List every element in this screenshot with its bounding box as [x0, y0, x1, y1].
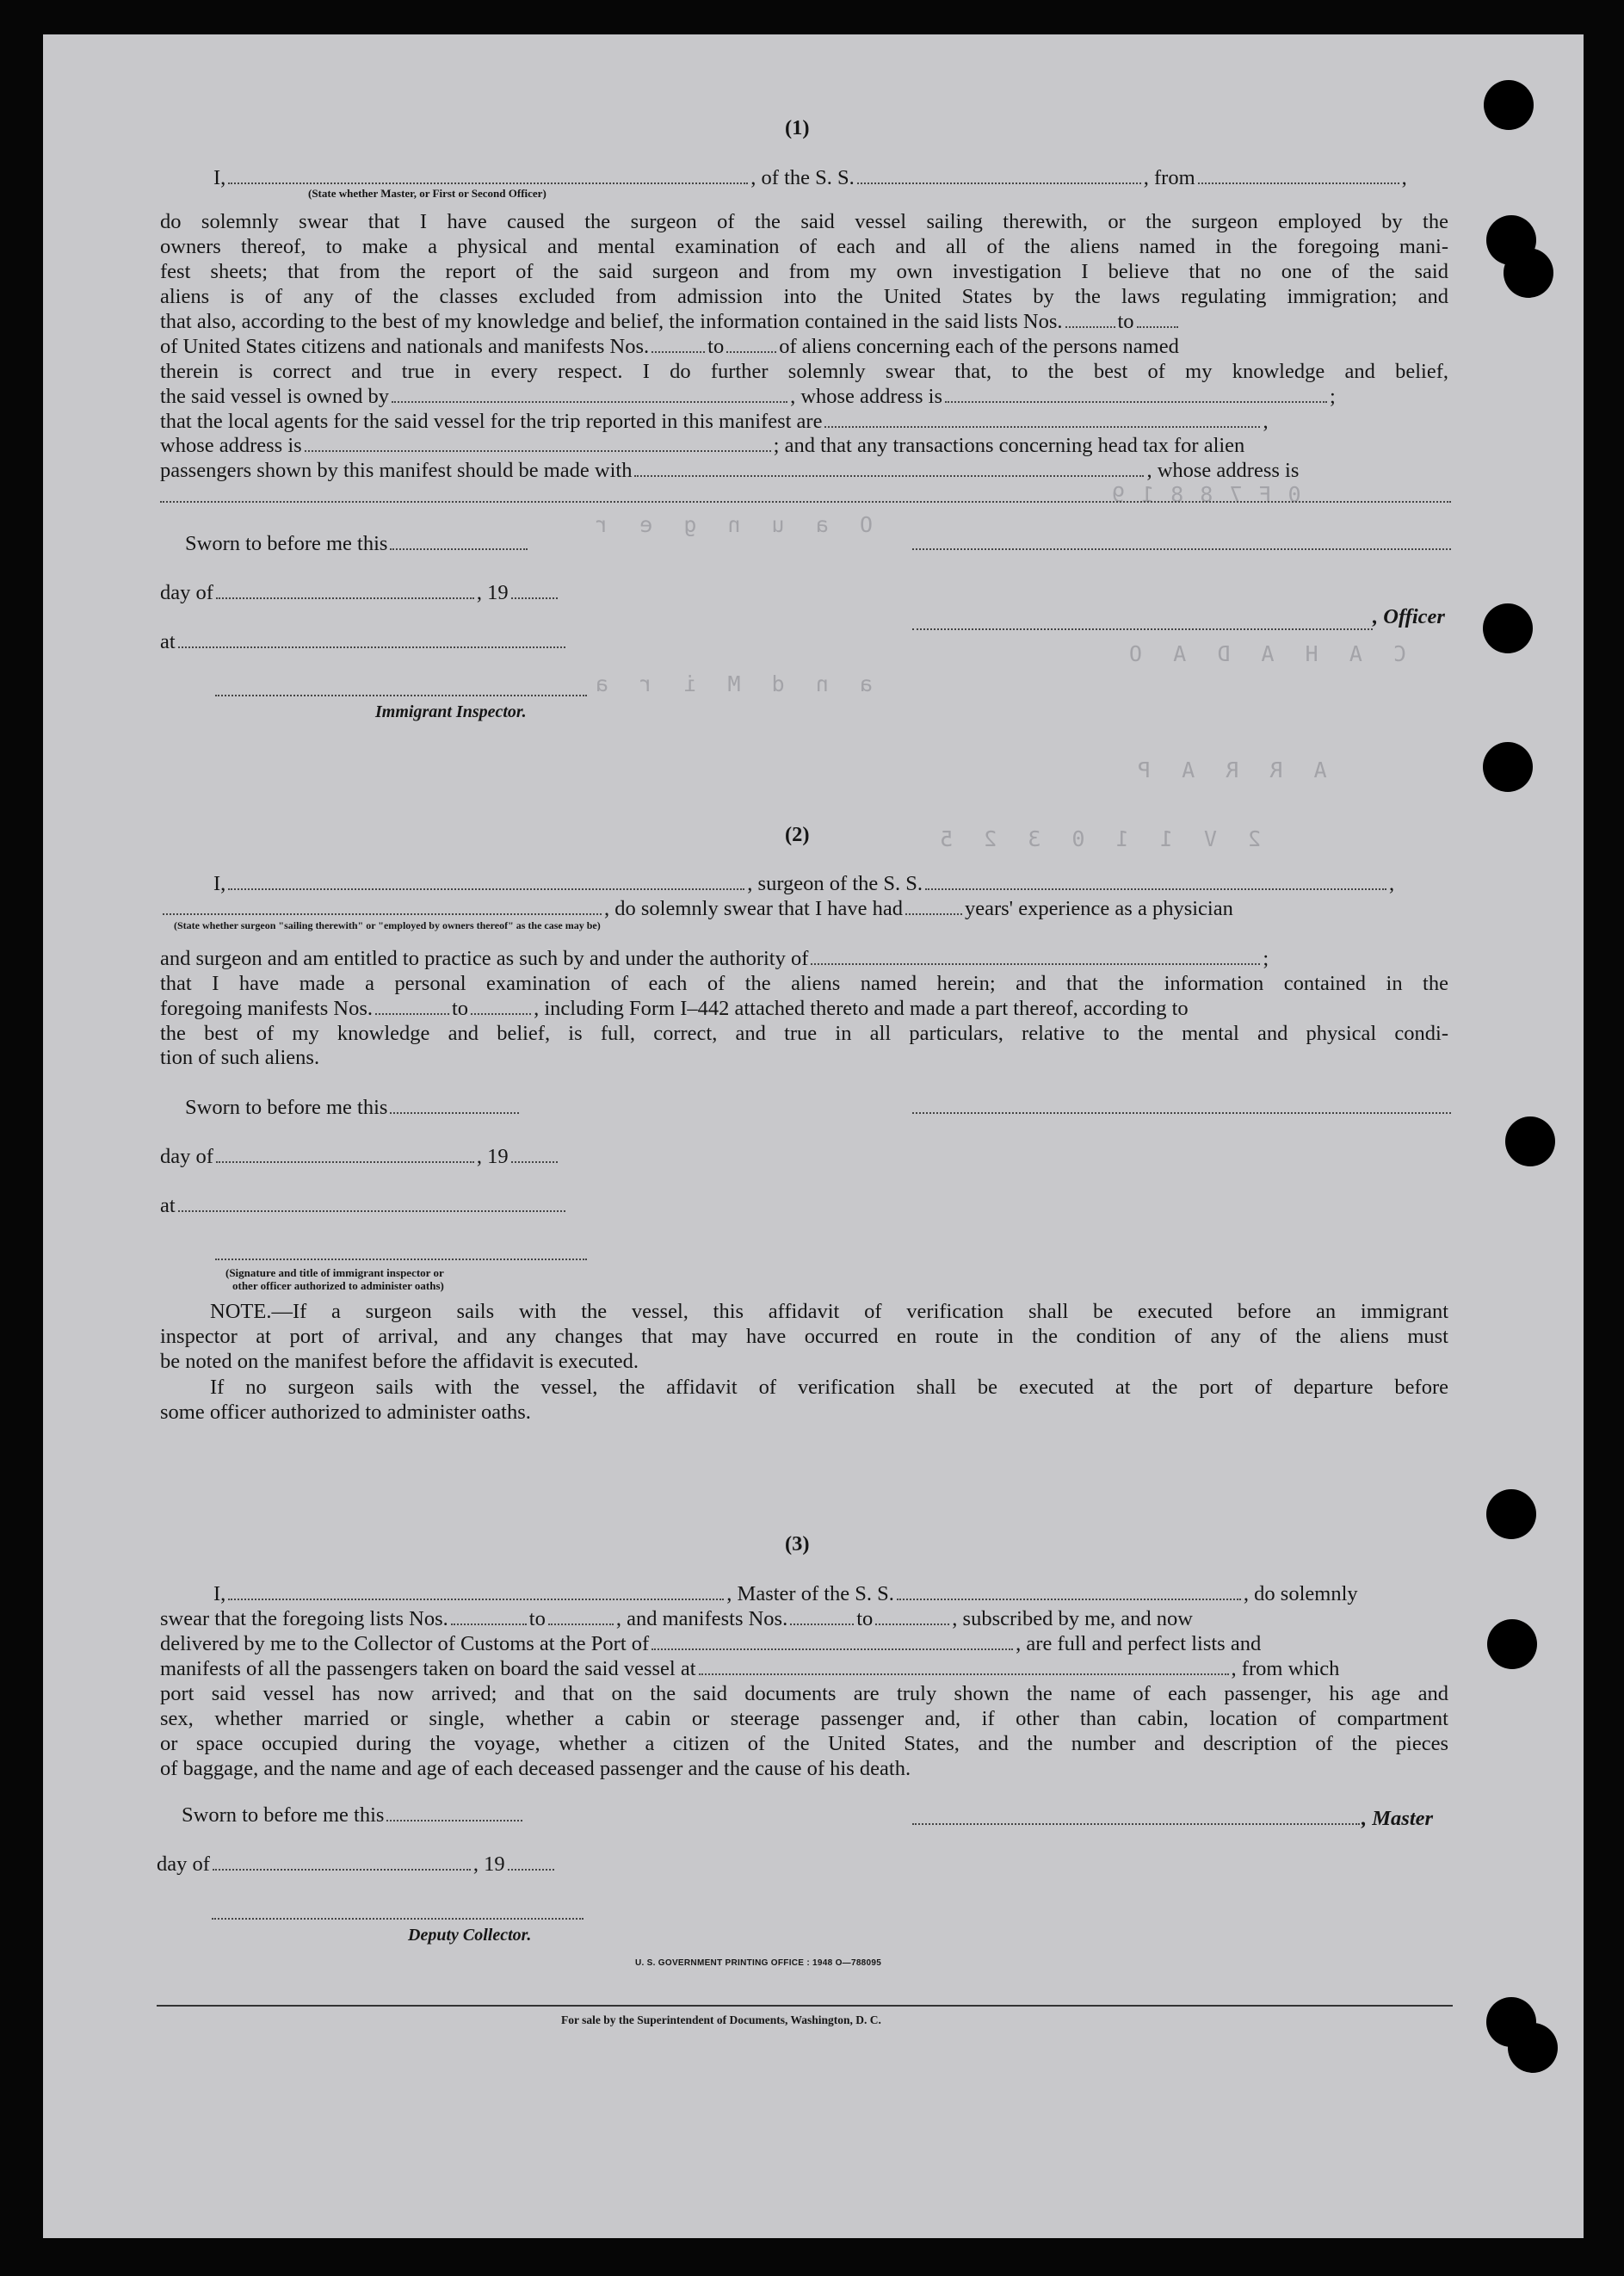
- head-tax-contact-field[interactable]: [634, 460, 1144, 477]
- lists-to-field[interactable]: [548, 1608, 614, 1625]
- agent-address-field[interactable]: [305, 435, 771, 452]
- head-tax-line: passengers shown by this manifest should be made with , whose address is: [160, 459, 1300, 482]
- signature-caption: (Signature and title of immigrant inspector or: [225, 1266, 444, 1279]
- sworn-date-field[interactable]: [390, 1097, 519, 1114]
- owner-field[interactable]: [392, 386, 787, 403]
- note-text-line: be noted on the manifest before the affidavit is executed.: [160, 1350, 639, 1373]
- manifest-from-field[interactable]: [375, 998, 449, 1015]
- address-continuation-line[interactable]: [160, 501, 1451, 503]
- surgeon-experience-line: , do solemnly swear that I have had years' experience as a physician: [160, 896, 1233, 921]
- manifest-from-field[interactable]: [651, 336, 705, 353]
- surgeon-name-field[interactable]: [228, 873, 744, 890]
- officer-caption: (State whether Master, or First or Second Officer): [308, 187, 546, 200]
- surgeon-caption: (State whether surgeon "sailing therewith" or "employed by owners thereof" as the case may be): [174, 919, 601, 931]
- binder-hole-icon: [1504, 248, 1553, 298]
- bleed-through-text: O a u n g e r: [594, 512, 873, 537]
- inspector-label: Immigrant Inspector.: [375, 702, 527, 721]
- citizens-line: of United States citizens and nationals and manifests Nos. to of aliens concerning each of the persons named: [160, 335, 1179, 358]
- year-field[interactable]: [508, 1853, 554, 1871]
- lists-line: swear that the foregoing lists Nos. to , and manifests Nos. to , subscribed by me, and now: [160, 1607, 1193, 1630]
- bleed-through-text: C A H A D A O: [1127, 641, 1406, 666]
- binder-hole-icon: [1483, 603, 1533, 653]
- boarding-port-field[interactable]: [699, 1658, 1229, 1675]
- oath-text-line: fest sheets; that from the report of the said surgeon and from my own investigation I believe that no one of the said: [160, 260, 1448, 283]
- master-ship-field[interactable]: [897, 1583, 1241, 1600]
- owner-address-field[interactable]: [945, 386, 1327, 403]
- sworn-label: Sworn to before me this: [185, 1095, 522, 1120]
- inspector-signature-field[interactable]: [215, 695, 587, 696]
- note-text-line: some officer authorized to administer oaths.: [160, 1401, 531, 1424]
- manifest-to-field[interactable]: [726, 336, 776, 353]
- agent-address-line: whose address is ; and that any transactions concerning head tax for alien: [160, 434, 1245, 457]
- local-agents-field[interactable]: [824, 411, 1260, 428]
- oath-text-line: owners thereof, to make a physical and mental examination of each and all of the aliens named in the foregoing mani-: [160, 235, 1448, 258]
- deputy-collector-label: Deputy Collector.: [408, 1926, 532, 1945]
- lists-from-field[interactable]: [451, 1608, 527, 1625]
- day-month-field[interactable]: [216, 582, 474, 599]
- oath-text-line: the best of my knowledge and belief, is full, correct, and true in all particulars, relative to the mental and physical condi-: [160, 1022, 1448, 1045]
- day-month-field[interactable]: [216, 1146, 474, 1163]
- bleed-through-text: 2 V 1 1 0 3 2 5: [938, 826, 1262, 851]
- oath-text-line: that I have made a personal examination of each of the aliens named herein; and that the information contained in the: [160, 972, 1448, 995]
- ship-name-field[interactable]: [857, 167, 1141, 184]
- arrival-port-field[interactable]: [651, 1633, 1013, 1650]
- oath-text-line: do solemnly swear that I have caused the surgeon of the said vessel sailing therewith, or the surgeon employed by the: [160, 210, 1448, 233]
- bleed-through-text: A R R A P: [1136, 758, 1327, 782]
- place-field[interactable]: [178, 631, 565, 648]
- years-field[interactable]: [905, 898, 962, 915]
- officer-label: , Officer: [1373, 605, 1445, 628]
- binder-hole-icon: [1487, 1619, 1537, 1669]
- master-label: , Master: [1362, 1807, 1434, 1830]
- manifest-to-field[interactable]: [875, 1608, 949, 1625]
- agents-line: that the local agents for the said vessel for the trip reported in this manifest are ,: [160, 410, 1269, 433]
- bleed-through-text: a n d M i r a: [594, 671, 873, 696]
- printing-office-imprint: U. S. GOVERNMENT PRINTING OFFICE : 1948 O—788095: [635, 1958, 882, 1968]
- footer-rule: [157, 2005, 1453, 2007]
- authority-field[interactable]: [811, 948, 1260, 965]
- manifest-from-field[interactable]: [790, 1608, 854, 1625]
- binder-hole-icon: [1484, 80, 1534, 130]
- oath-text-line: sex, whether married or single, whether a cabin or steerage passenger and, if other than cabin, location of compartment: [160, 1707, 1448, 1730]
- master-declaration-line: I, , of the S. S. , from ,: [213, 166, 1407, 189]
- collector-signature-field[interactable]: [212, 1918, 584, 1920]
- day-of-label: day of , 19: [157, 1852, 557, 1877]
- note-text-line: If no surgeon sails with the vessel, the affidavit of verification shall be executed at the port of departure before: [210, 1376, 1448, 1399]
- master-name-field[interactable]: [228, 1583, 724, 1600]
- section-3-heading: (3): [785, 1532, 810, 1555]
- oath-text-line: tion of such aliens.: [160, 1046, 320, 1069]
- oath-text-line: port said vessel has now arrived; and that on the said documents are truly shown the name of each passenger, his age and: [160, 1682, 1448, 1705]
- place-field[interactable]: [178, 1195, 565, 1212]
- sale-notice: For sale by the Superintendent of Documents, Washington, D. C.: [561, 2013, 881, 2026]
- binder-hole-icon: [1486, 1489, 1536, 1539]
- manifests-line: foregoing manifests Nos. to , including Form I–442 attached thereto and made a part thereof, according to: [160, 997, 1189, 1020]
- note-text-line: inspector at port of arrival, and any changes that may have occurred en route in the condition of any of the aliens must: [160, 1325, 1448, 1348]
- surgeon-ship-field[interactable]: [925, 873, 1386, 890]
- officer-signature-field[interactable]: [912, 548, 1451, 550]
- officer-line[interactable]: [912, 628, 1373, 630]
- day-of-label: day of , 19: [160, 580, 560, 605]
- inspector-signature-field[interactable]: [215, 1259, 587, 1260]
- oath-text-line: aliens is of any of the classes excluded from admission into the United States by the laws regulating immigration; and: [160, 285, 1448, 308]
- signature-caption: other officer authorized to administer oaths): [232, 1279, 444, 1292]
- surgeon-signature-field[interactable]: [912, 1112, 1451, 1114]
- authority-line: and surgeon and am entitled to practice as such by and under the authority of ;: [160, 947, 1269, 970]
- sworn-date-field[interactable]: [386, 1804, 522, 1821]
- lists-line: that also, according to the best of my knowledge and belief, the information contained in the said lists Nos. to: [160, 309, 1181, 334]
- oath-text-line: or space occupied during the voyage, whether a citizen of the United States, and the number and description of the pieces: [160, 1732, 1448, 1755]
- port-line: delivered by me to the Collector of Customs at the Port of , are full and perfect lists and: [160, 1632, 1262, 1655]
- master-signature-field[interactable]: [912, 1823, 1360, 1825]
- owner-line: the said vessel is owned by , whose address is ;: [160, 385, 1336, 408]
- master-line: I, , Master of the S. S. , do solemnly: [213, 1582, 1358, 1605]
- day-of-label: day of , 19: [160, 1144, 560, 1169]
- binder-hole-icon: [1505, 1116, 1555, 1166]
- sworn-label: Sworn to before me this: [182, 1803, 525, 1828]
- sworn-label: Sworn to before me this: [185, 531, 530, 556]
- lists-to-field[interactable]: [1137, 311, 1178, 328]
- sworn-date-field[interactable]: [390, 533, 528, 550]
- binder-hole-icon: [1483, 742, 1533, 792]
- lists-from-field[interactable]: [1065, 311, 1115, 328]
- oath-text-line: therein is correct and true in every respect. I do further solemnly swear that, to the best of my knowledge and belief,: [160, 360, 1448, 383]
- surgeon-status-field[interactable]: [163, 898, 602, 915]
- officer-name-field[interactable]: [228, 167, 748, 184]
- note-text-line: NOTE.—If a surgeon sails with the vessel, this affidavit of verification shall be executed before an immigrant: [210, 1300, 1448, 1323]
- at-label: at: [160, 1193, 568, 1218]
- surgeon-declaration-line: I, , surgeon of the S. S. ,: [213, 872, 1395, 895]
- departure-port-field[interactable]: [1198, 167, 1399, 184]
- section-2-heading: (2): [785, 823, 810, 846]
- boarding-line: manifests of all the passengers taken on board the said vessel at , from which: [160, 1657, 1340, 1680]
- binder-hole-icon: [1508, 2023, 1558, 2073]
- year-field[interactable]: [511, 1146, 558, 1163]
- year-field[interactable]: [511, 582, 558, 599]
- day-month-field[interactable]: [213, 1853, 471, 1871]
- manifest-to-field[interactable]: [471, 998, 531, 1015]
- bleed-through-text: 0 F 7 8 8 1 9: [1110, 482, 1301, 507]
- oath-text-line: of baggage, and the name and age of each deceased passenger and the cause of his death.: [160, 1757, 911, 1780]
- section-1-heading: (1): [785, 116, 810, 139]
- at-label: at: [160, 629, 568, 654]
